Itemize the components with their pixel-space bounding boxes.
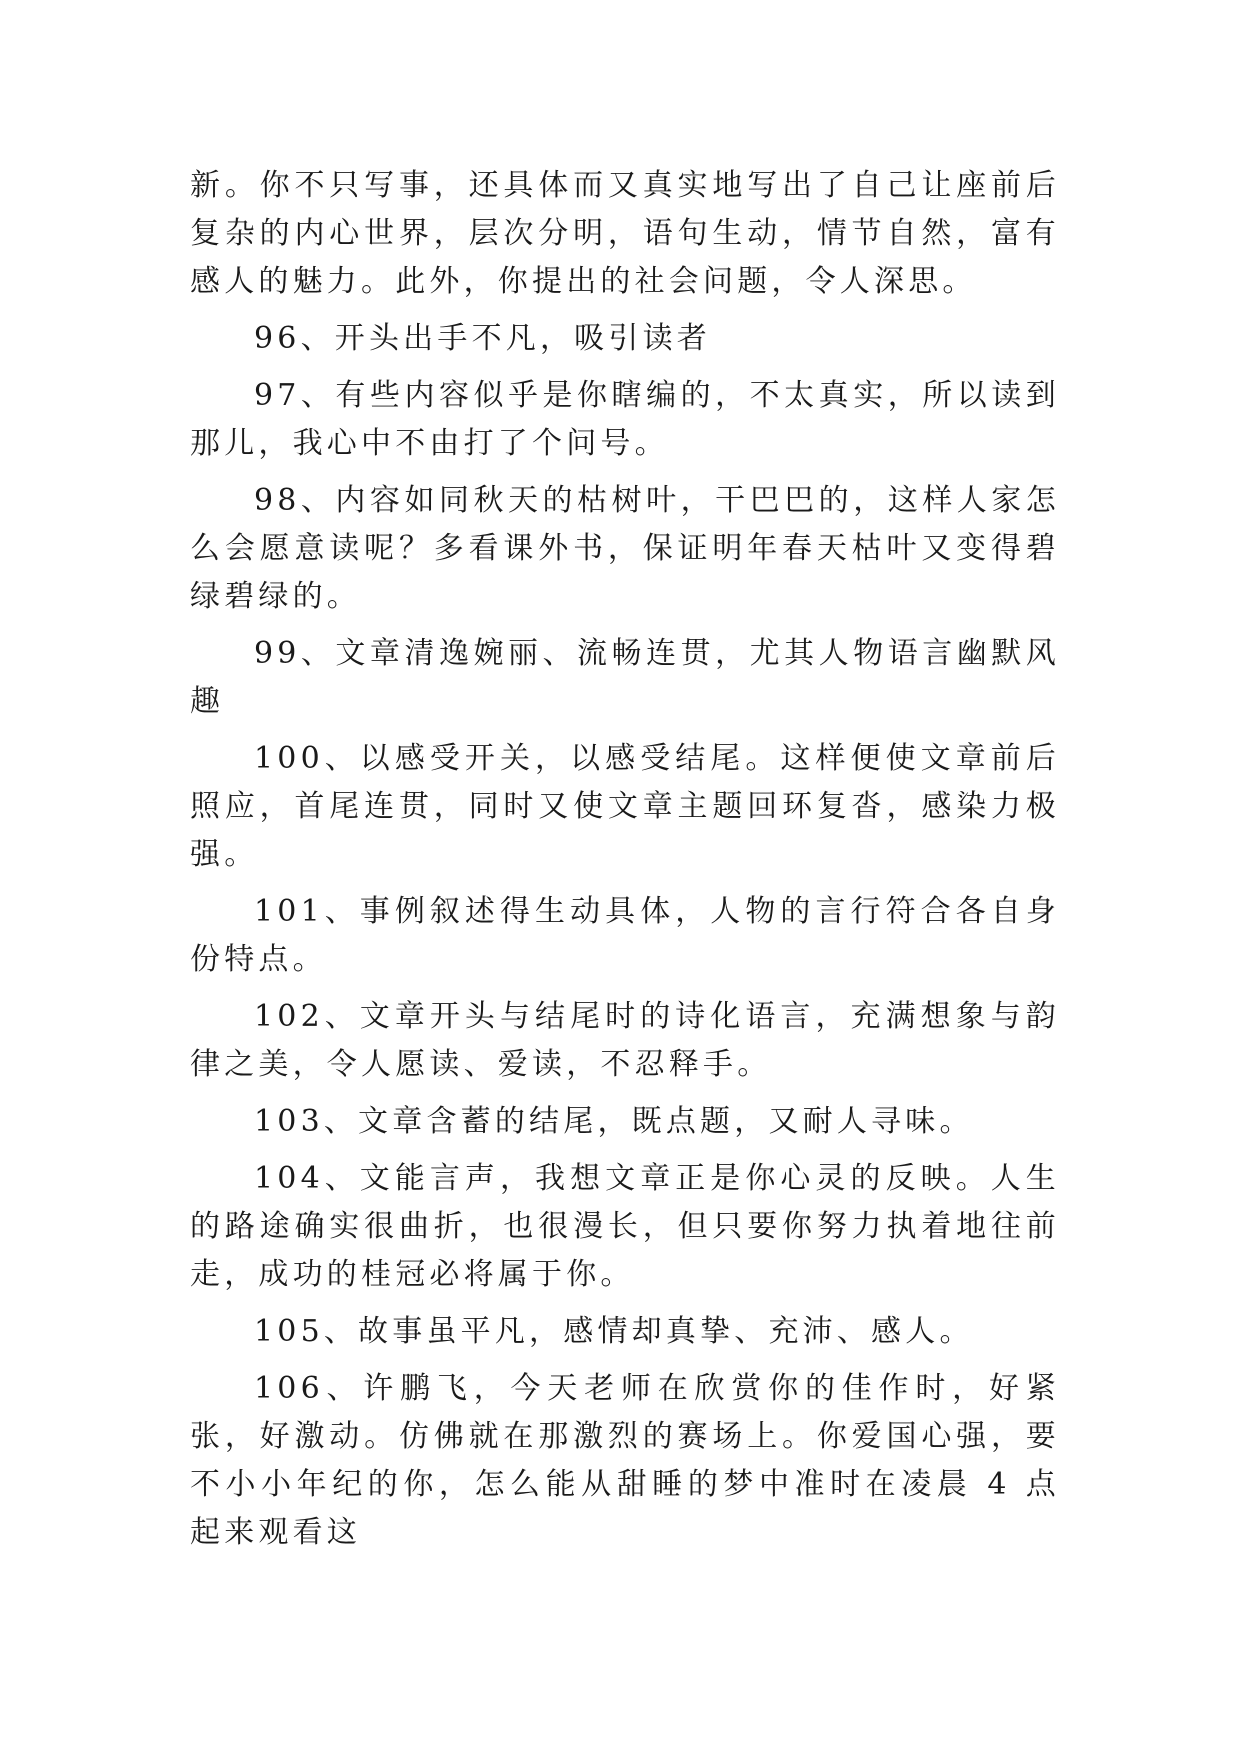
document-body [190,162,1060,1566]
paragraph-97: 97、有些内容似乎是你瞎编的，不太真实，所以读到那儿，我心中不由打了个问号。 [190,378,1060,461]
paragraph-98: 98、内容如同秋天的枯树叶，干巴巴的，这样人家怎么会愿意读呢？多看课外书，保证明年春天枯叶又变得碧绿碧绿的。 [190,483,1060,614]
paragraph-99: 99、文章清逸婉丽、流畅连贯，尤其人物语言幽默风趣 [190,636,1060,719]
paragraph-96: 96、开头出手不凡，吸引读者 [254,321,711,356]
paragraph-100: 100、以感受开关，以感受结尾。这样便使文章前后照应，首尾连贯，同时又使文章主题回环复沓，感染力极强。 [190,741,1060,872]
paragraph-101: 101、事例叙述得生动具体，人物的言行符合各自身份特点。 [190,894,1060,977]
paragraph-103: 103、文章含蓄的结尾，既点题，又耐人寻味。 [254,1104,974,1139]
paragraph-continued: 新。你不只写事，还具体而又真实地写出了自己让座前后复杂的内心世界，层次分明，语句生动，情节自然，富有感人的魅力。此外，你提出的社会问题，令人深思。 [190,168,1060,299]
paragraph-102: 102、文章开头与结尾时的诗化语言，充满想象与韵律之美，令人愿读、爱读，不忍释手。 [190,999,1060,1082]
paragraph-106: 106、许鹏飞，今天老师在欣赏你的佳作时，好紧张，好激动。仿佛就在那激烈的赛场上。你爱国心强，要不小小年纪的你，怎么能从甜睡的梦中准时在凌晨 4 点起来观看这 [190,1371,1060,1550]
paragraph-105: 105、故事虽平凡，感情却真挚、充沛、感人。 [254,1314,974,1349]
paragraph-104: 104、文能言声，我想文章正是你心灵的反映。人生的路途确实很曲折，也很漫长，但只要你努力执着地往前走，成功的桂冠必将属于你。 [190,1161,1060,1292]
